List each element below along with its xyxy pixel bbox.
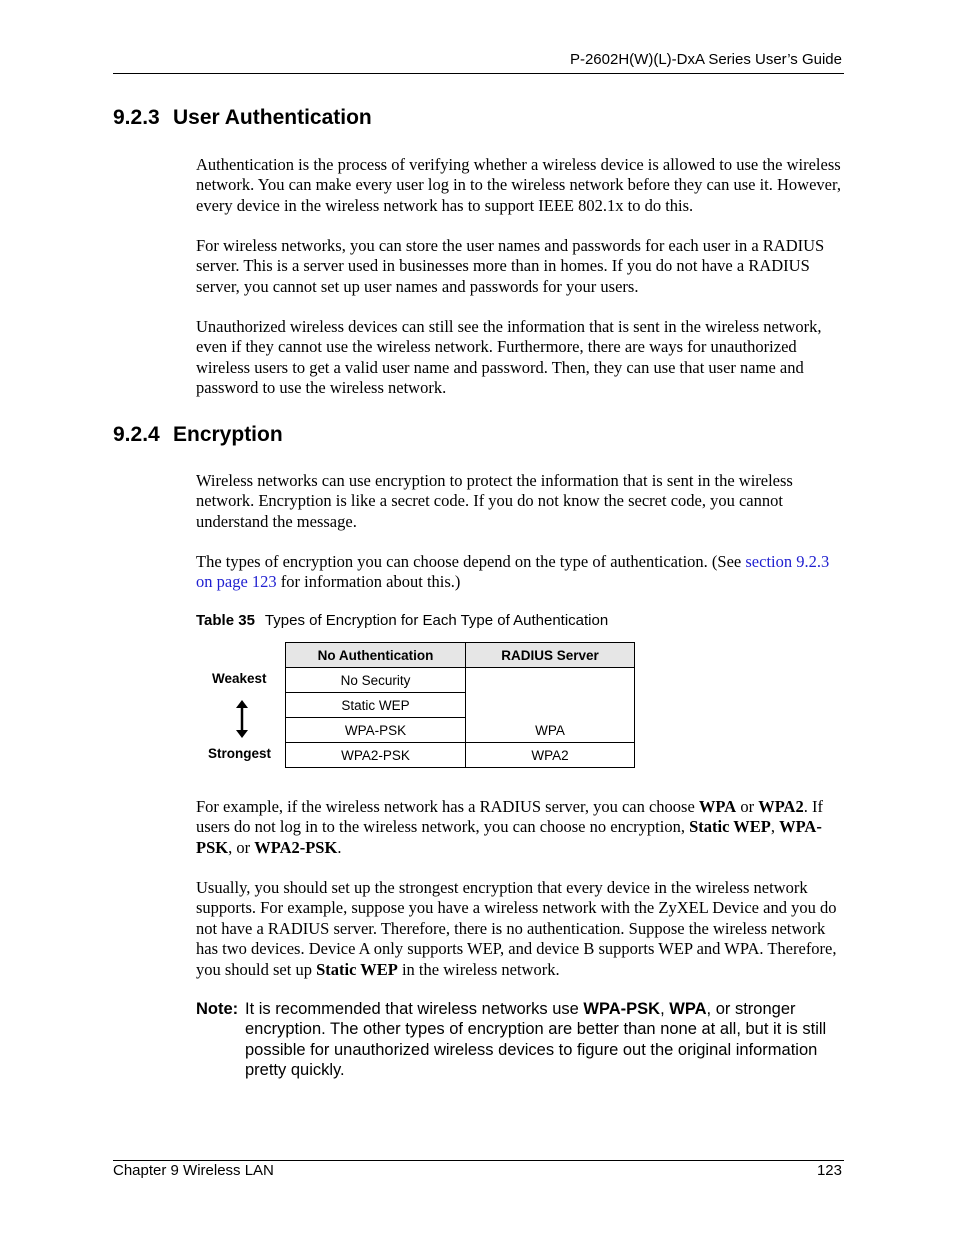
- strongest-label: Strongest: [208, 746, 272, 761]
- text: ,: [770, 817, 780, 837]
- table-caption-label: Table 35: [196, 612, 255, 629]
- section-heading-user-authentication: [113, 106, 372, 130]
- page-number: 123: [816, 1162, 842, 1179]
- text: , or stronger encryption. The other types of encryption are better than none at all, but it is still possible for unauthorized wireless devices to figure out the original information pretty quickly.: [245, 1000, 827, 1080]
- bold-term: WPA: [698, 797, 737, 816]
- bold-term: WPA-PSK: [583, 1000, 661, 1018]
- section-title: Encryption: [173, 423, 283, 446]
- footer-rule: [113, 1160, 844, 1161]
- paragraph: [196, 878, 844, 980]
- encryption-table: [285, 642, 635, 768]
- bold-term: WPA2: [758, 797, 804, 816]
- text: or: [736, 797, 759, 816]
- paragraph: For wireless networks, you can store the user names and passwords for each user in a RADIUS server. This is a server used in businesses more than in homes. If you do not have a RADIUS server, you cannot set up user names and passwords for your users.: [196, 236, 825, 296]
- table-header-row: [286, 643, 635, 668]
- bold-term: WPA2-PSK: [254, 837, 338, 857]
- table-row: [286, 668, 635, 693]
- text: For example, if the wireless network has a RADIUS server, you can choose: [196, 797, 699, 816]
- text: , or: [228, 837, 255, 857]
- note-block: [196, 999, 844, 1081]
- column-header: No Authentication: [286, 643, 466, 668]
- text: in the wireless network.: [397, 959, 560, 979]
- bold-term: Static WEP: [689, 817, 771, 837]
- table-cell: WPA2-PSK: [286, 743, 466, 768]
- double-arrow-icon: [236, 700, 248, 738]
- text: Usually, you should set up the strongest encryption that every device in the wireless network supports. For example, suppose you have a wireless network with the ZyXEL Device and you do not have a RADIUS server. Therefore, there is no authentication. Suppose the wireless network has two devices. Device A only supports WEP, and device B supports WEP and WPA. Therefore, you should set up: [196, 878, 837, 979]
- paragraph: [196, 552, 844, 593]
- table-cell: Static WEP: [286, 693, 466, 718]
- running-header: P-2602H(W)(L)-DxA Series User’s Guide: [569, 51, 842, 68]
- paragraph: Unauthorized wireless devices can still see the information that is sent in the wireless network, even if they cannot use the wireless network. Furthermore, there are ways for unauthorized wireless users to get a valid user name and password. Then, they can use that user name and password to use the wireless network.: [196, 317, 822, 398]
- text: ,: [660, 1000, 670, 1018]
- section-number: 9.2.3: [113, 106, 160, 129]
- bold-term: WPA-PSK: [196, 817, 822, 857]
- header-rule: [113, 73, 844, 74]
- table-cell: WPA-PSK: [286, 718, 466, 743]
- table-caption: [196, 612, 608, 629]
- note-text: [245, 999, 844, 1081]
- column-header: RADIUS Server: [466, 643, 635, 668]
- text: for information about this.): [276, 572, 461, 592]
- text: The types of encryption you can choose depend on the type of authentication. (See: [196, 552, 746, 571]
- paragraph: Wireless networks can use encryption to protect the information that is sent in the wireless network. Encryption is like a secret code. If you do not know the secret code, you cannot understand the message.: [196, 471, 793, 531]
- text: .: [337, 837, 342, 857]
- footer-chapter: Chapter 9 Wireless LAN: [113, 1162, 274, 1179]
- text: . If users do not log in to the wireless network, you can choose no encryption,: [196, 797, 823, 837]
- bold-term: Static WEP: [316, 959, 398, 979]
- section-heading-encryption: [113, 423, 283, 447]
- table-cell: No Security: [286, 668, 466, 693]
- text: It is recommended that wireless networks use: [245, 1000, 584, 1018]
- bold-term: WPA: [669, 1000, 707, 1018]
- table-cell: WPA2: [466, 743, 635, 768]
- paragraph: Authentication is the process of verifying whether a wireless device is allowed to use the wireless network. You can make every user log in to the wireless network before they can use it. However, every device in the wireless network has to support IEEE 802.1x to do this.: [196, 155, 841, 215]
- table-caption-text: Types of Encryption for Each Type of Authentication: [264, 612, 609, 629]
- cross-reference-link[interactable]: section 9.2.3 on page 123: [196, 552, 830, 592]
- weakest-label: Weakest: [212, 671, 267, 686]
- note-label: Note:: [196, 1000, 239, 1018]
- section-title: User Authentication: [173, 106, 372, 129]
- table-row: [286, 743, 635, 768]
- section-number: 9.2.4: [113, 423, 160, 446]
- paragraph: [196, 797, 844, 858]
- table-cell: WPA: [466, 668, 635, 743]
